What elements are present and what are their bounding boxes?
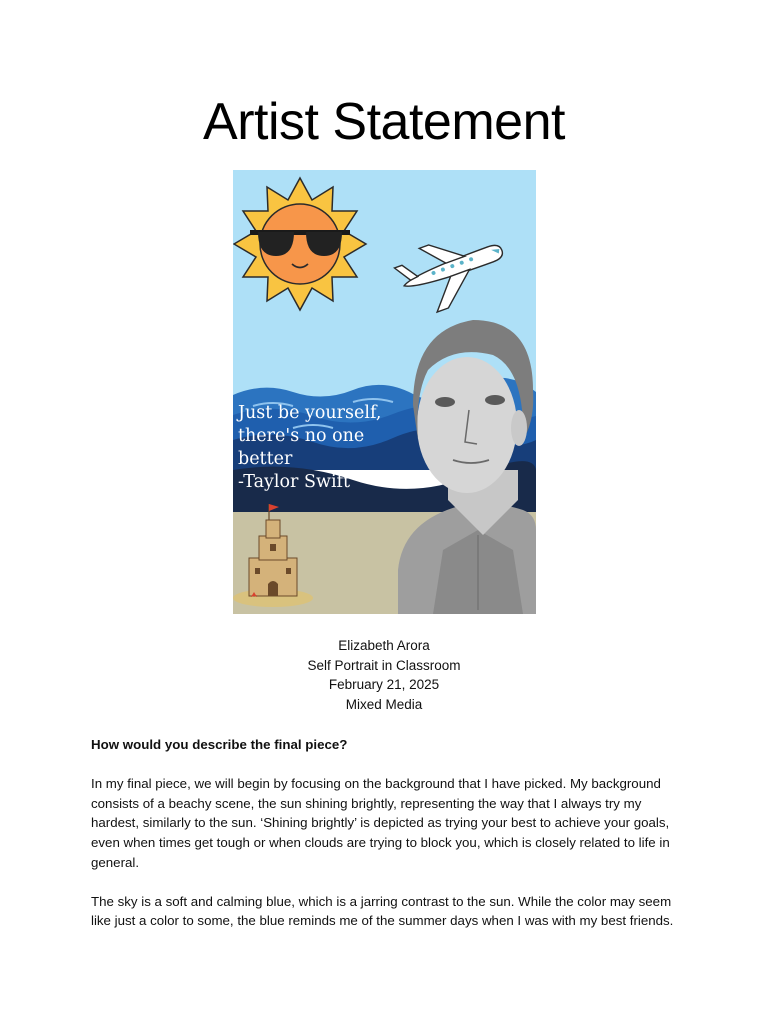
artwork-medium: Mixed Media: [345, 696, 423, 712]
page-title: Artist Statement: [203, 93, 565, 151]
artwork-image: [233, 170, 536, 614]
artwork-date: February 21, 2025: [328, 677, 440, 693]
question-heading: How would you describe the final piece?: [91, 737, 348, 752]
statement-body: [91, 735, 691, 951]
artwork-title: Self Portrait in Classroom: [307, 657, 461, 673]
artwork-metadata: [0, 636, 768, 714]
artist-name: Elizabeth Arora: [338, 638, 430, 653]
quote-line-1: Just be yourself,: [238, 403, 382, 423]
paragraph-1: In my final piece, we will begin by focusing on the background that I have picked. My background consists of a beachy scene, the sun shining brightly, representing the way that I always try my hardest, similarly to the sun. ‘Shining brightly’ is depicted as trying your best to achieve your goals, even when times get tough or when clouds are trying to block you, which is closely related to life in general.: [91, 776, 670, 870]
paragraph-2: The sky is a soft and calming blue, which is a jarring contrast to the sun. While the color may seem like just a color to some, the blue reminds me of the summer days when I was with my best friends.: [91, 893, 674, 929]
quote-line-4: -Taylor Swift: [238, 472, 351, 492]
quote-line-2: there's no one: [238, 426, 365, 446]
quote-line-3: better: [238, 449, 293, 469]
